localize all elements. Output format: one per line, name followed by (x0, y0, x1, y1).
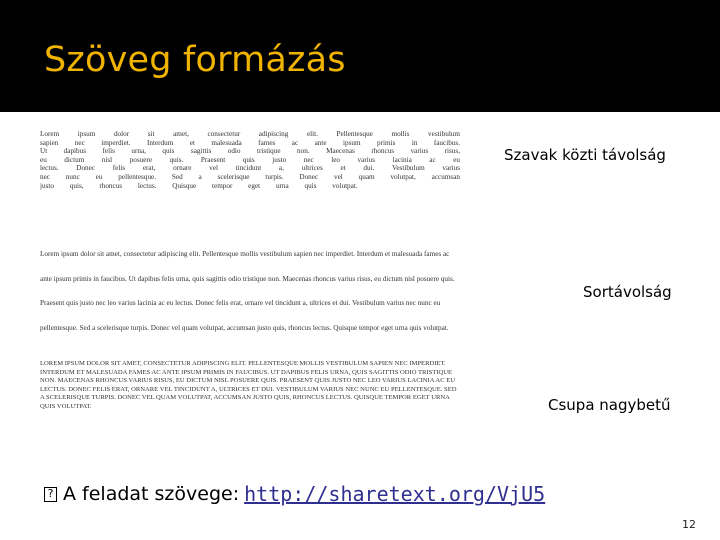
label-line-spacing: Sortávolság (583, 283, 672, 301)
sample-text-all-caps: LOREM IPSUM DOLOR SIT AMET, CONSECTETUR ADIPISCING ELIT. PELLENTESQUE MOLLIS VESTIBULUM SAPIEN NEC IMPERDIET. INTERDUM ET MALESUADA FAMES AC ANTE IPSUM PRIMIS IN FAUCIBUS. UT DAPIBUS FELIS URNA, QUIS SAGITTIS ODIO TRISTIQUE NON. MAECENAS RHONCUS VARIUS RISUS, EU DICTUM NISL POSUERE QUIS. PRAESENT QUIS JUSTO NEC LEO VARIUS LACINIA AC EU LECTUS. DONEC FELIS ERAT, ORNARE VEL TINCIDUNT A, ULTRICES ET DUI. VESTIBULUM VARIUS NEC NUNC EU PELLENTESQUE. SED A SCELERISQUE TURPIS. DONEC VEL QUAM VOLUTPAT, ACCUMSAN JUSTO QUIS, RHONCUS LECTUS. QUISQUE TEMPOR EGET URNA QUIS VOLUTPAT. (40, 360, 457, 410)
label-word-spacing: Szavak közti távolság (504, 146, 666, 164)
page-number: 12 (682, 518, 696, 531)
sample-text-word-spacing: Lorem ipsum dolor sit amet, consectetur adipiscing elit. Pellentesque mollis vestibulum sapien nec imperdiet. Interdum et malesuada fames ac ante ipsum primis in faucibus. Ut dapibus felis urna, quis sagittis odio tristique non. Maecenas rhoncus varius risus, eu dictum nisl posuere quis. Praesent quis justo nec leo varius lacinia ac eu lectus. Donec felis erat, ornare vel tincidunt a, ultrices et dui. Vestibulum varius nec nunc eu pellentesque. Sed a scelerisque turpis. Donec vel quam volutpat, accumsan justo quis, rhoncus lectus. Quisque tempor eget urna quis volutpat. (40, 130, 460, 190)
label-all-caps: Csupa nagybetű (548, 396, 671, 414)
slide-title: Szöveg formázás (44, 40, 346, 80)
sample-text-image (40, 130, 460, 462)
header-bar (0, 0, 720, 112)
task-text-link[interactable]: http://sharetext.org/VjU5 (244, 482, 546, 506)
bullet-item (44, 482, 545, 506)
bullet-box-icon: ? (44, 487, 57, 502)
sample-text-line-spacing: Lorem ipsum dolor sit amet, consectetur adipiscing elit. Pellentesque mollis vestibulum sapien nec imperdiet. Interdum et malesuada fames ac ante ipsum primis in faucibus. Ut dapibus felis urna, quis sagittis odio tristique non. Maecenas rhoncus varius risus, eu dictum nisl posuere quis. Praesent quis justo nec leo varius lacinia ac eu lectus. Donec felis erat, ornare vel tincidunt a, ultrices et dui. Vestibulum varius nec nunc eu pellentesque. Sed a scelerisque turpis. Donec vel quam volutpat, accumsan justo quis, rhoncus lectus. Quisque tempor eget urna quis volutpat. (40, 250, 455, 332)
bullet-text: A feladat szövege: (63, 483, 240, 505)
